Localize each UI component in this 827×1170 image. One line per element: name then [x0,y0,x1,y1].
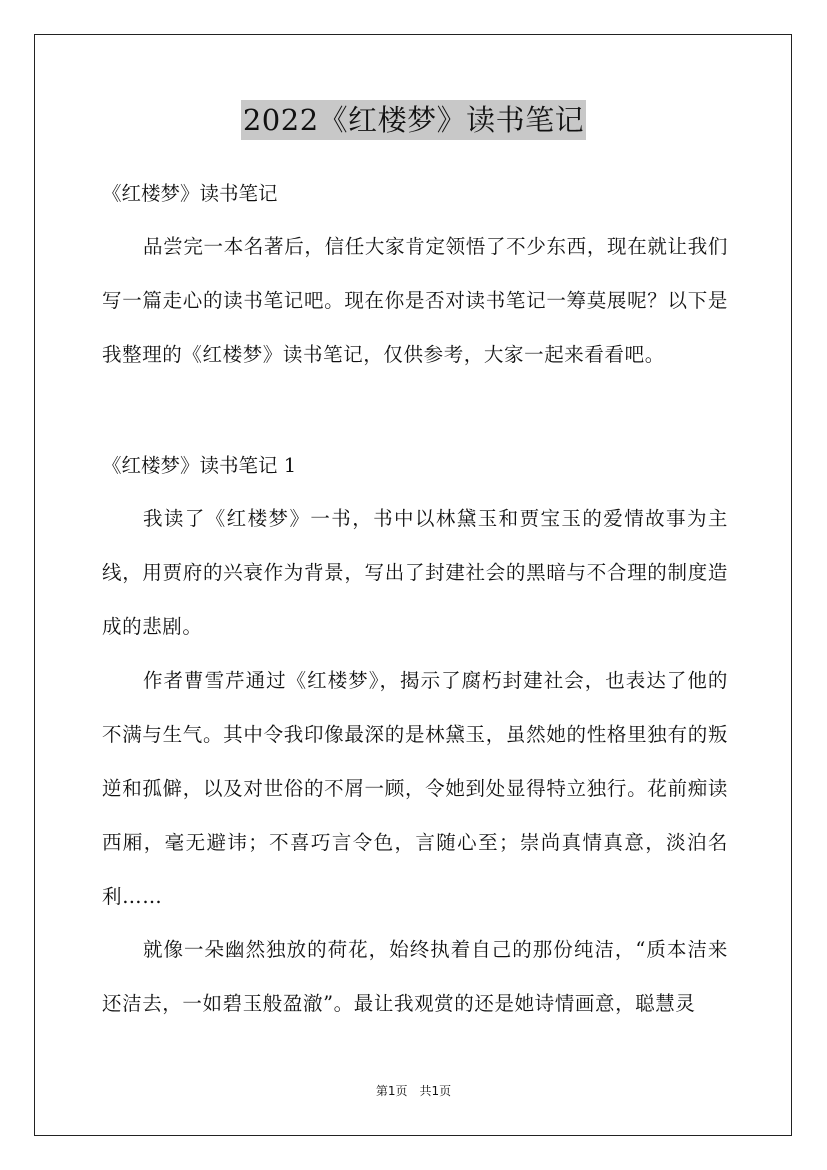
intro-paragraph: 品尝完一本名著后，信任大家肯定领悟了不少东西，现在就让我们写一篇走心的读书笔记吧。现在你是否对读书笔记一筹莫展呢？以下是我整理的《红楼梦》读书笔记，仅供参考，大家一起来看看吧。 [102,235,728,366]
body-paragraph: 就像一朵幽然独放的荷花，始终执着自己的那份纯洁，“质本洁来还洁去，一如碧玉般盈澈”。最让我观赏的还是她诗情画意，聪慧灵 [102,938,728,1015]
page-title: 2022《红楼梦》读书笔记 [241,100,586,140]
body-paragraph: 我读了《红楼梦》一书，书中以林黛玉和贾宝玉的爱情故事为主线，用贾府的兴衰作为背景，写出了封建社会的黑暗与不合理的制度造成的悲剧。 [102,507,728,638]
page-footer: 第1页 共1页 [375,1084,452,1098]
title-container [0,100,827,140]
section-heading: 《红楼梦》读书笔记 1 [102,454,297,477]
intro-heading: 《红楼梦》读书笔记 [102,182,278,205]
body-paragraph: 作者曹雪芹通过《红楼梦》，揭示了腐朽封建社会，也表达了他的不满与生气。其中令我印像最深的是林黛玉，虽然她的性格里独有的叛逆和孤僻，以及对世俗的不屑一顾，令她到处显得特立独行。花前痴读西厢，毫无避讳；不喜巧言令色，言随心至；崇尚真情真意，淡泊名利…… [102,669,728,908]
